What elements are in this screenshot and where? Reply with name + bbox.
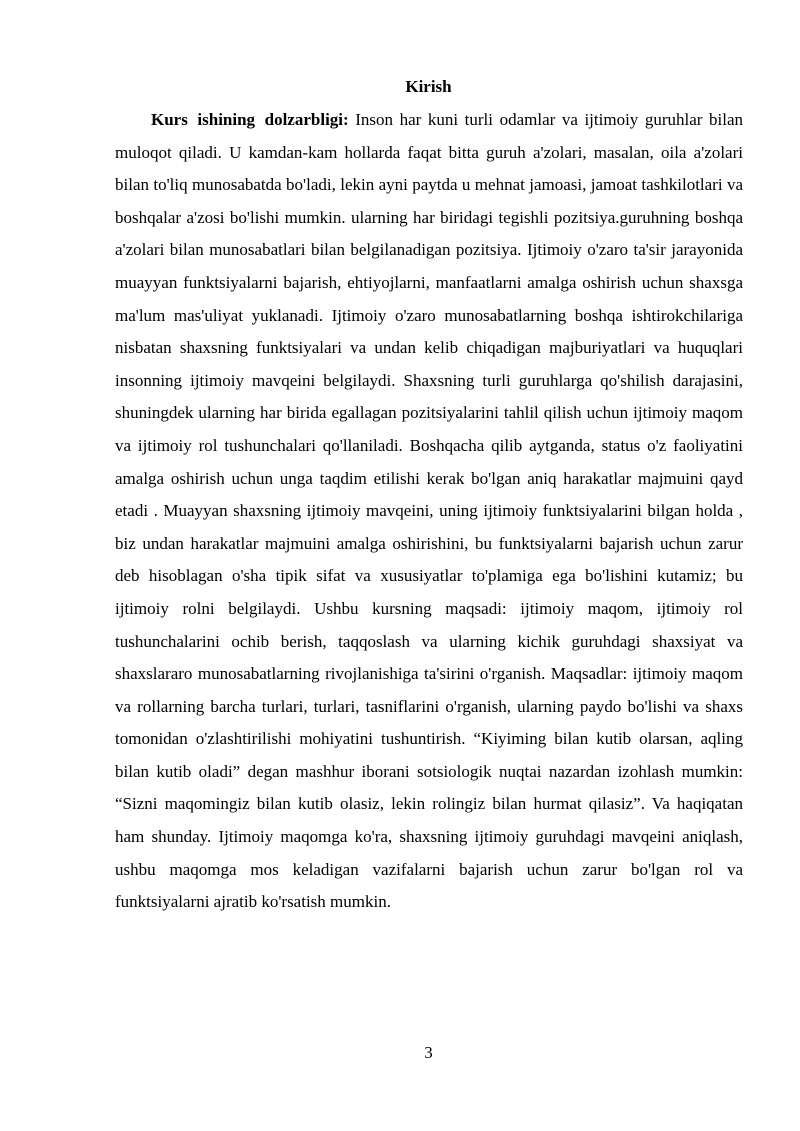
page-number: 3 (424, 1043, 433, 1062)
paragraph-text: Inson har kuni turli odamlar va ijtimoiy guruhlar bilan muloqot qiladi. U kamdan-kam hollarda faqat bitta guruh a'zolari, masalan, oila a'zolari bilan to'liq munosabatda bo'ladi, lekin ayni paytda u mehnat jamoasi, jamoat tashkilotlari va boshqalar a'zosi bo'lishi mumkin. ularning har biridagi tegishli pozitsiya.guruhning boshqa a'zolari bilan munosabatlari bilan belgilanadigan pozitsiya. Ijtimoiy o'zaro ta'sir jarayonida muayyan funktsiyalarni bajarish, ehtiyojlarni, manfaatlarni amalga oshirish uchun shaxsga ma'lum mas'uliyat yuklanadi. Ijtimoiy o'zaro munosabatlarning boshqa ishtirokchilariga nisbatan shaxsning funktsiyalari va undan kelib chiqadigan majburiyatlari va huquqlari insonning ijtimoiy mavqeini belgilaydi. Shaxsning turli guruhlarga qo'shilish darajasini, shuningdek ularning har birida egallagan pozitsiyalarini tahlil qilish uchun ijtimoiy maqom va ijtimoiy rol tushunchalari qo'llaniladi. Boshqacha qilib aytganda, status o'z faoliyatini amalga oshirish uchun unga taqdim etilishi kerak bo'lgan aniq harakatlar majmuini qayd etadi . Muayyan shaxsning ijtimoiy mavqeini, uning ijtimoiy funktsiyalarini bilgan holda , biz undan harakatlar majmuini amalga oshirishini, bu funktsiyalarni bajarish uchun zarur deb hisoblagan o'sha tipik sifat va xususiyatlar to'plamiga ega bo'lishini kutamiz; bu ijtimoiy rolni belgilaydi. Ushbu kursning maqsadi: ijtimoiy maqom, ijtimoiy rol tushunchalarini ochib berish, taqqoslash va ularning kichik guruhdagi shaxsiyat va shaxslararo munosabatlarning rivojlanishiga ta'sirini o'rganish. Maqsadlar: ijtimoiy maqom va rollarning barcha turlari, turlari, tasniflarini o'rganish, ularning paydo bo'lishi va shaxs tomonidan o'zlashtirilishi mohiyatini tushuntirish. “Kiyiming bilan kutib olarsan, aqling bilan kutib oladi” degan mashhur iborani sotsiologik nuqtai nazardan izohlash mumkin: “Sizni maqomingiz bilan kutib olasiz, lekin rolingiz bilan hurmat qilasiz”. Va haqiqatan ham shunday. Ijtimoiy maqomga ko'ra, shaxsning ijtimoiy guruhdagi mavqeini aniqlash, ushbu maqomga mos keladigan vazifalarni bajarish uchun zarur bo'lgan rol va funktsiyalarni ajratib ko'rsatish mumkin. (115, 110, 744, 912)
body-paragraph (115, 104, 743, 919)
section-heading: Kirish (405, 77, 452, 96)
lead-label: Kurs ishining dolzarbligi: (151, 110, 349, 129)
